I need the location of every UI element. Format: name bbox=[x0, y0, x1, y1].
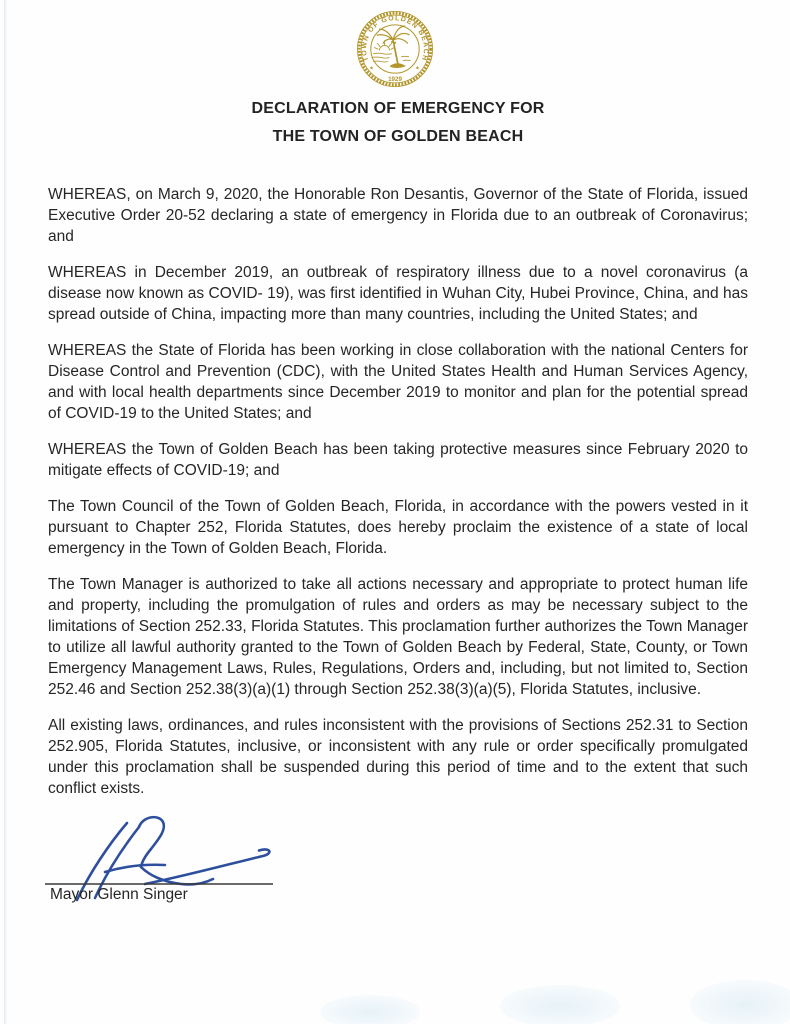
scan-smudge bbox=[690, 980, 790, 1024]
scan-smudge bbox=[320, 995, 420, 1024]
paragraph-whereas-cdc-collaboration: WHEREAS the State of Florida has been working in close collaboration with the national Centers for Disease Control and Prevention (CDC), with the United States Health and Human Services Agency, and with local health departments since December 2019 to monitor and plan for the potential spread of COVID-19 to the United States; and bbox=[48, 342, 748, 422]
paragraph-suspension-clause: All existing laws, ordinances, and rules inconsistent with the provisions of Sections 252.31 to Section 252.905, Florida Statutes, inclusive, or inconsistent with any rule or order specifically promulgated under this proclamation shall be suspended during this period of time and to the extent that such conflict exists. bbox=[48, 717, 748, 797]
signature-block bbox=[45, 814, 355, 914]
signature-loop bbox=[139, 817, 164, 867]
star-icon: ★ bbox=[415, 65, 420, 72]
title-line-1: DECLARATION OF EMERGENCY FOR bbox=[251, 100, 545, 117]
town-of-golden-beach-seal-icon bbox=[356, 10, 434, 88]
title-line-2: THE TOWN OF GOLDEN BEACH bbox=[272, 128, 524, 145]
island-mound bbox=[390, 63, 406, 68]
signature-tail bbox=[145, 849, 269, 884]
seal-ring-text: TOWN OF GOLDEN BEACH bbox=[360, 15, 429, 63]
signature-crossbar bbox=[105, 865, 165, 872]
paragraph-whereas-town-measures: WHEREAS the Town of Golden Beach has been taking protective measures since February 2020 to mitigate effects of COVID-19; and bbox=[48, 441, 748, 479]
seal-year: 1929 bbox=[388, 75, 402, 83]
paragraph-whereas-outbreak: WHEREAS in December 2019, an outbreak of respiratory illness due to a novel coronavirus (a disease now known as COVID- 19), was first identified in Wuhan City, Hubei Province, China, and has spread outside of China, impacting more than many countries, including the United States; and bbox=[48, 264, 748, 323]
signatory-name: Mayor Glenn Singer bbox=[50, 886, 188, 903]
document-body bbox=[48, 184, 748, 799]
paragraph-whereas-executive-order: WHEREAS, on March 9, 2020, the Honorable Ron Desantis, Governor of the State of Florida, issued Executive Order 20-52 declaring a state of emergency in Florida due to an outbreak of Coronavirus; and bbox=[48, 186, 748, 245]
scan-smudge bbox=[500, 985, 620, 1024]
star-icon: ★ bbox=[369, 65, 374, 72]
paragraph-council-proclamation: The Town Council of the Town of Golden Beach, Florida, in accordance with the powers vested in it pursuant to Chapter 252, Florida Statutes, does hereby proclaim the existence of a state of local emergency in the Town of Golden Beach, Florida. bbox=[48, 498, 748, 557]
paragraph-town-manager-authority: The Town Manager is authorized to take all actions necessary and appropriate to protect human life and property, including the promulgation of rules and orders as may be necessary subject to the limitations of Section 252.33, Florida Statutes. This proclamation further authorizes the Town Manager to utilize all lawful authority granted to the Town of Golden Beach by Federal, State, County, or Town Emergency Management Laws, Rules, Regulations, Orders and, including, but not limited to, Section 252.46 and Section 252.38(3)(a)(1) through Section 252.38(3)(a)(5), Florida Statutes, inclusive. bbox=[48, 576, 748, 698]
document-content bbox=[0, 95, 790, 914]
seal-container bbox=[0, 0, 790, 88]
document-title bbox=[48, 95, 748, 151]
waves-icon bbox=[372, 53, 411, 62]
